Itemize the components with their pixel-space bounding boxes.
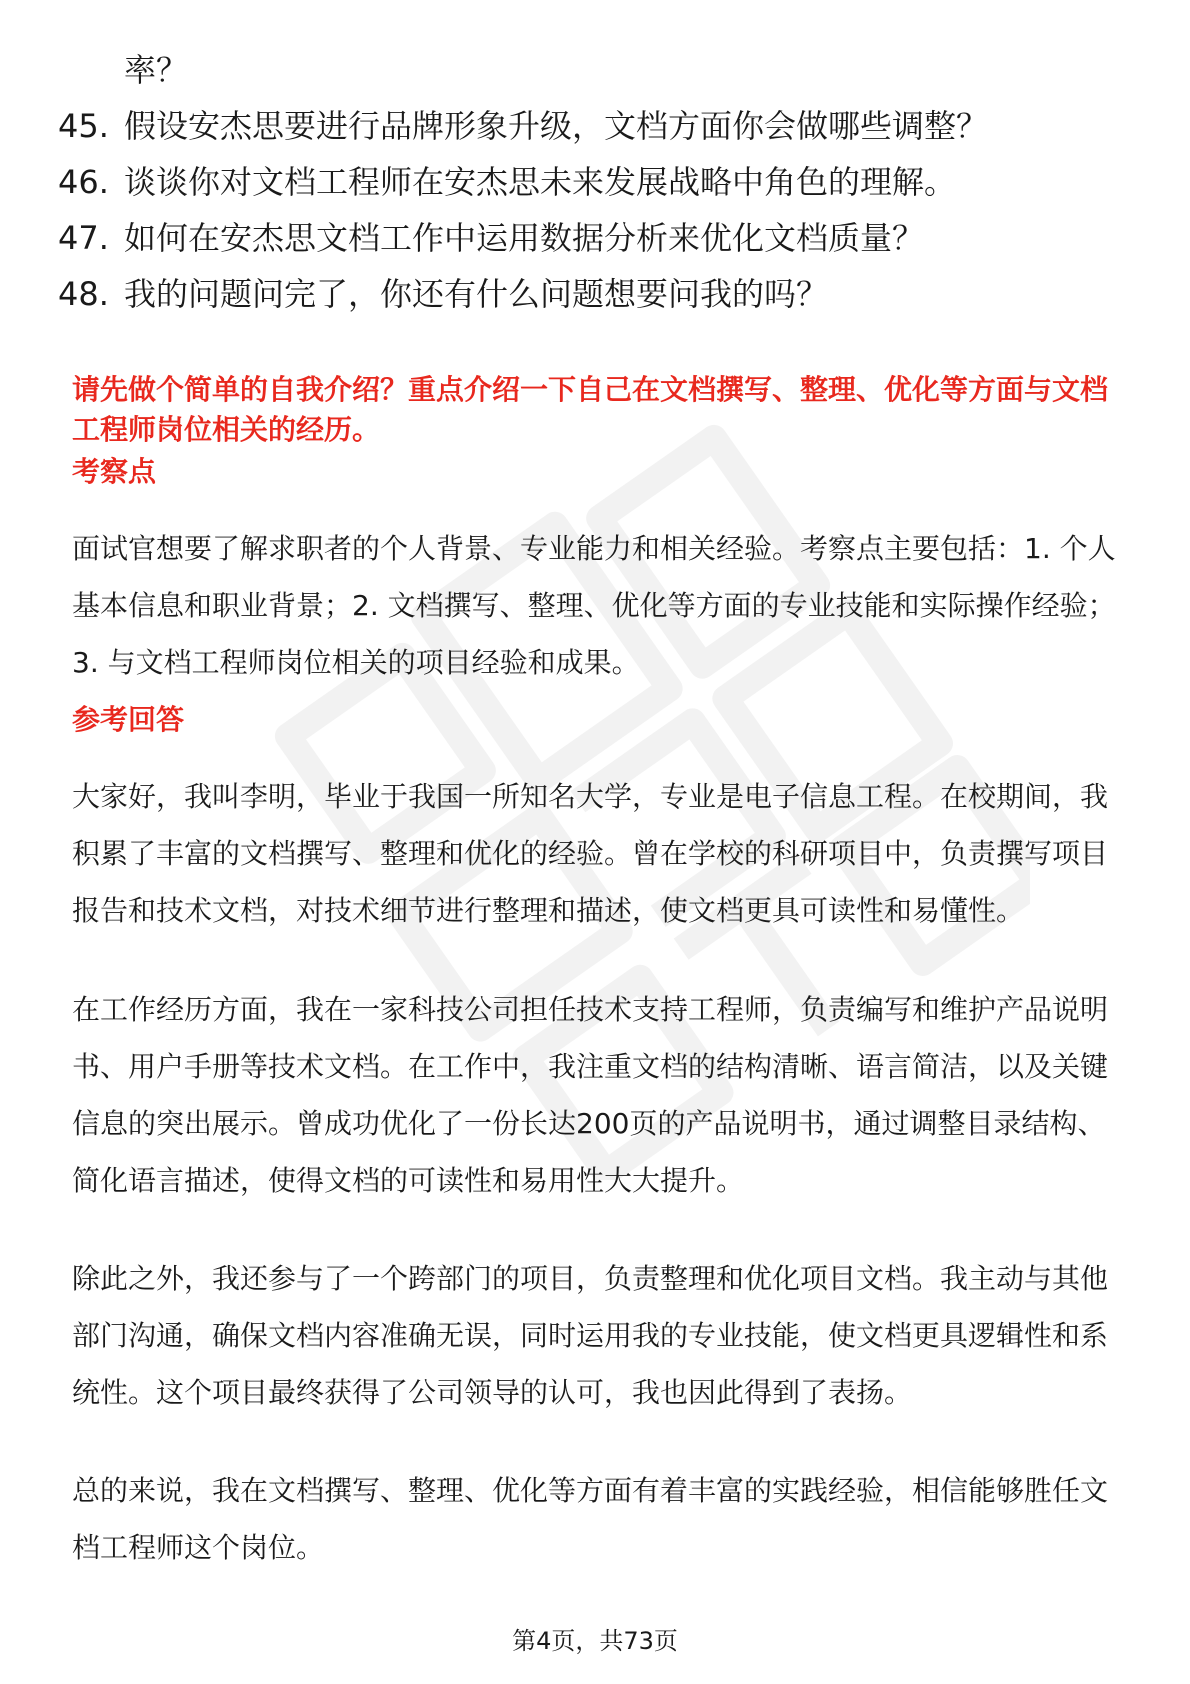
question-continuation: 率？ bbox=[124, 51, 189, 89]
page-number: 第4页，共73页 bbox=[512, 1627, 678, 1655]
question-number: 47. bbox=[58, 219, 109, 257]
answer-label: 参考回答 bbox=[72, 703, 185, 736]
section-question-heading: 请先做个简单的自我介绍？重点介绍一下自己在文档撰写、整理、优化等方面与文档工程师岗位相关的经历。 bbox=[72, 373, 1109, 446]
focus-label: 考察点 bbox=[72, 455, 157, 488]
answer-paragraph: 除此之外，我还参与了一个跨部门的项目，负责整理和优化项目文档。我主动与其他部门沟通，确保文档内容准确无误，同时运用我的专业技能，使文档更具逻辑性和系统性。这个项目最终获得了公司领导的认可，我也因此得到了表扬。 bbox=[72, 1262, 1109, 1409]
answer-paragraph: 总的来说，我在文档撰写、整理、优化等方面有着丰富的实践经验，相信能够胜任文档工程师这个岗位。 bbox=[72, 1474, 1109, 1564]
question-number: 48. bbox=[58, 275, 109, 313]
question-text: 谈谈你对文档工程师在安杰思未来发展战略中角色的理解。 bbox=[124, 163, 957, 201]
question-text: 假设安杰思要进行品牌形象升级，文档方面你会做哪些调整？ bbox=[124, 107, 989, 145]
question-text: 如何在安杰思文档工作中运用数据分析来优化文档质量？ bbox=[124, 219, 925, 257]
question-item bbox=[58, 216, 924, 260]
focus-text: 面试官想要了解求职者的个人背景、专业能力和相关经验。考察点主要包括：1. 个人基本信息和职业背景；2. 文档撰写、整理、优化等方面的专业技能和实际操作经验；3. 与文档工程师岗位相关的项目经验和成果。 bbox=[72, 532, 1116, 679]
question-item bbox=[58, 272, 828, 316]
answer-paragraph: 在工作经历方面，我在一家科技公司担任技术支持工程师，负责编写和维护产品说明书、用户手册等技术文档。在工作中，我注重文档的结构清晰、语言简洁，以及关键信息的突出展示。曾成功优化了一份长达200页的产品说明书，通过调整目录结构、简化语言描述，使得文档的可读性和易用性大大提升。 bbox=[72, 993, 1109, 1197]
question-number: 46. bbox=[58, 163, 109, 201]
question-item bbox=[58, 104, 988, 148]
question-number: 45. bbox=[58, 107, 109, 145]
question-text: 我的问题问完了，你还有什么问题想要问我的吗？ bbox=[124, 275, 829, 313]
question-item bbox=[58, 160, 956, 204]
answer-paragraph: 大家好，我叫李明，毕业于我国一所知名大学，专业是电子信息工程。在校期间，我积累了丰富的文档撰写、整理和优化的经验。曾在学校的科研项目中，负责撰写项目报告和技术文档，对技术细节进行整理和描述，使文档更具可读性和易懂性。 bbox=[72, 780, 1109, 927]
